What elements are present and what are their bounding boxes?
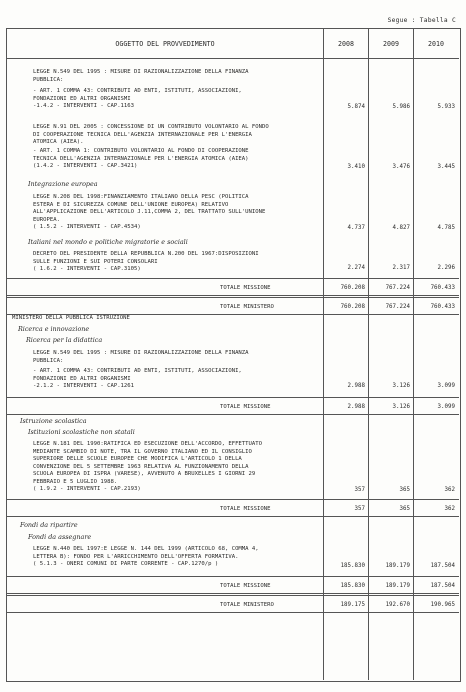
value-cell: 2.296 (437, 265, 455, 271)
total-label: TOTALE MISSIONE (220, 285, 271, 291)
total-value: 3.126 (392, 404, 410, 410)
value-cell: 3.126 (392, 383, 410, 389)
value-cell: 3.445 (437, 164, 455, 170)
mission-heading: Integrazione europea (28, 180, 98, 188)
total-value: 365 (399, 506, 410, 512)
row-rule (6, 612, 459, 613)
total-value: 2.988 (347, 404, 365, 410)
value-cell: 5.874 (347, 104, 365, 110)
provision-text: ALL'APPLICAZIONE DELL'ARTICOLO J.11,COMMA 2, DEL TRATTATO SULL'UNIONE (33, 209, 266, 215)
total-label: TOTALE MINISTERO (220, 304, 274, 310)
col-divider (413, 28, 414, 680)
row-rule (6, 516, 459, 517)
provision-text: (1.4.2 - INTERVENTI - CAP.3421) (33, 163, 138, 169)
column-header-oggetto: OGGETTO DEL PROVVEDIMENTO (115, 40, 215, 48)
provision-text: ( 5.1.3 - ONERI COMUNI DI PARTE CORRENTE - CAP.1270/p ) (33, 561, 219, 567)
row-rule (6, 297, 459, 298)
provision-text: LEGGE N.549 DEL 1995 : MISURE DI RAZIONALIZZAZIONE DELLA FINANZA (33, 69, 249, 75)
provision-text: LEGGE N.549 DEL 1995 : MISURE DI RAZIONALIZZAZIONE DELLA FINANZA (33, 350, 249, 356)
total-value: 192.670 (385, 602, 410, 608)
provision-text: -2.1.2 - INTERVENTI - CAP.1261 (33, 383, 135, 389)
provision-text: LETTERA B): FONDO PER L'ARRICCHIMENTO DELL'OFFERTA FORMATIVA. (33, 553, 239, 560)
value-cell: 3.476 (392, 164, 410, 170)
row-rule (6, 295, 459, 296)
mission-heading: Fondi da ripartire (20, 521, 78, 529)
provision-text: LEGGE N.440 DEL 1997:E LEGGE N. 144 DEL 1999 (ARTICOLO 68, COMMA 4, (33, 546, 259, 552)
program-heading: Ricerca per la didattica (26, 336, 103, 344)
row-rule (6, 595, 459, 596)
mission-heading: Italiani nel mondo e politiche migratorie e sociali (28, 238, 188, 246)
value-cell: 365 (399, 487, 410, 493)
column-header-2008: 2008 (338, 40, 354, 48)
total-label: TOTALE MISSIONE (220, 506, 271, 512)
program-heading: Istituzioni scolastiche non statali (28, 428, 135, 436)
header-rule (6, 58, 459, 59)
value-cell: 3.410 (347, 164, 365, 170)
program-heading: Fondi da assegnare (28, 533, 92, 541)
mission-heading: Istruzione scolastica (20, 417, 87, 425)
provision-text: ESTERA E DI SICUREZZA COMUNE DELL'UNIONE EUROPEA) RELATIVO (33, 201, 229, 208)
provision-text: SCUOLA EUROPEA DI ISPRA (VARESE), AVVENUTO A BRUXELLES I GIORNI 29 (33, 471, 256, 477)
total-value: 190.965 (430, 602, 455, 608)
value-cell: 4.785 (437, 225, 455, 231)
provision-text: FONDAZIONI ED ALTRI ORGANISMI (33, 95, 131, 102)
value-cell: 2.274 (347, 265, 365, 271)
row-rule (6, 576, 459, 577)
provision-text: DECRETO DEL PRESIDENTE DELLA REPUBBLICA N.200 DEL 1967:DISPOSIZIONI (33, 251, 259, 257)
provision-text: TECNICA DELL'AGENZIA INTERNAZIONALE PER L'ENERGIA ATOMICA (AIEA) (33, 155, 249, 162)
total-value: 187.504 (430, 583, 455, 589)
total-value: 185.830 (340, 583, 365, 589)
value-cell: 4.737 (347, 225, 365, 231)
total-value: 767.224 (385, 304, 410, 310)
value-cell: 189.179 (385, 563, 410, 569)
provision-text: PUBBLICA: (33, 357, 64, 364)
provision-text: FEBBRAIO E 5 LUGLIO 1988. (33, 478, 118, 485)
provision-text: LEGGE N.91 DEL 2005 : CONCESSIONE DI UN CONTRIBUTO VOLONTARIO AL FONDO (33, 124, 269, 130)
provision-text: ( 1.6.2 - INTERVENTI - CAP.3105) (33, 266, 141, 272)
total-value: 760.208 (340, 285, 365, 291)
total-value: 760.433 (430, 304, 455, 310)
total-label: TOTALE MISSIONE (220, 583, 271, 589)
col-divider (323, 28, 324, 680)
provision-text: EUROPEA. (33, 216, 60, 223)
total-value: 189.175 (340, 602, 365, 608)
provision-text: SULLE FUNZIONI E SUI POTERI CONSOLARI (33, 258, 158, 265)
row-rule (6, 499, 459, 500)
provision-text: ATOMICA (AIEA). (33, 139, 84, 145)
provision-text: LEGGE N.181 DEL 1990:RATIFICA ED ESECUZIONE DELL'ACCORDO, EFFETTUATO (33, 441, 263, 447)
total-value: 362 (444, 506, 455, 512)
row-rule (6, 414, 459, 415)
provision-text: -1.4.2 - INTERVENTI - CAP.1163 (33, 103, 135, 109)
value-cell: 5.986 (392, 104, 410, 110)
value-cell: 2.988 (347, 383, 365, 389)
value-cell: 362 (444, 487, 455, 493)
provision-text: ( 1.5.2 - INTERVENTI - CAP.4534) (33, 224, 141, 230)
value-cell: 2.317 (392, 265, 410, 271)
value-cell: 3.099 (437, 383, 455, 389)
provision-text: PUBBLICA: (33, 76, 64, 83)
ministry-heading: MINISTERO DELLA PUBBLICA ISTRUZIONE (12, 315, 130, 321)
provision-text: - ART. 1 COMMA 43: CONTRIBUTI AD ENTI, ISTITUTI, ASSOCIAZIONI, (33, 368, 242, 374)
total-value: 189.179 (385, 583, 410, 589)
col-divider (368, 28, 369, 680)
row-rule (6, 397, 459, 398)
total-value: 760.208 (340, 304, 365, 310)
total-value: 767.224 (385, 285, 410, 291)
value-cell: 357 (354, 487, 365, 493)
column-header-2009: 2009 (383, 40, 399, 48)
value-cell: 5.933 (437, 104, 455, 110)
value-cell: 4.827 (392, 225, 410, 231)
value-cell: 185.830 (340, 563, 365, 569)
page-header: Segue : Tabella C (387, 17, 456, 24)
total-value: 3.099 (437, 404, 455, 410)
total-label: TOTALE MINISTERO (220, 602, 274, 608)
provision-text: LEGGE N.208 DEL 1998:FINANZIAMENTO ITALIANO DELLA PESC (POLITICA (33, 194, 249, 200)
row-rule (6, 278, 459, 279)
mission-heading: Ricerca e innovazione (18, 325, 90, 333)
total-value: 357 (354, 506, 365, 512)
total-label: TOTALE MISSIONE (220, 404, 271, 410)
row-rule (6, 593, 459, 594)
provision-text: MEDIANTE SCAMBIO DI NOTE, TRA IL GOVERNO ITALIANO ED IL CONSIGLIO (33, 448, 252, 455)
provision-text: DI COOPERAZIONE TECNICA DELL'AGENZIA INTERNAZIONALE PER L'ENERGIA (33, 131, 252, 138)
provision-text: ( 1.9.2 - INTERVENTI - CAP.2193) (33, 486, 141, 492)
column-header-2010: 2010 (428, 40, 444, 48)
value-cell: 187.504 (430, 563, 455, 569)
provision-text: SUPERIORE DELLE SCUOLE EUROPEE CHE MODIFICA L'ARTICOLO 1 DELLA (33, 456, 242, 462)
provision-text: FONDAZIONI ED ALTRI ORGANISMI (33, 375, 131, 382)
provision-text: - ART. 1 COMMA 1: CONTRIBUTO VOLONTARIO AL FONDO DI COOPERAZIONE (33, 148, 249, 154)
provision-text: - ART. 1 COMMA 43: CONTRIBUTI AD ENTI, ISTITUTI, ASSOCIAZIONI, (33, 88, 242, 94)
provision-text: CONVENZIONE DEL 5 SETTEMBRE 1963 RELATIVA AL FUNZIONAMENTO DELLA (33, 463, 249, 470)
total-value: 760.433 (430, 285, 455, 291)
